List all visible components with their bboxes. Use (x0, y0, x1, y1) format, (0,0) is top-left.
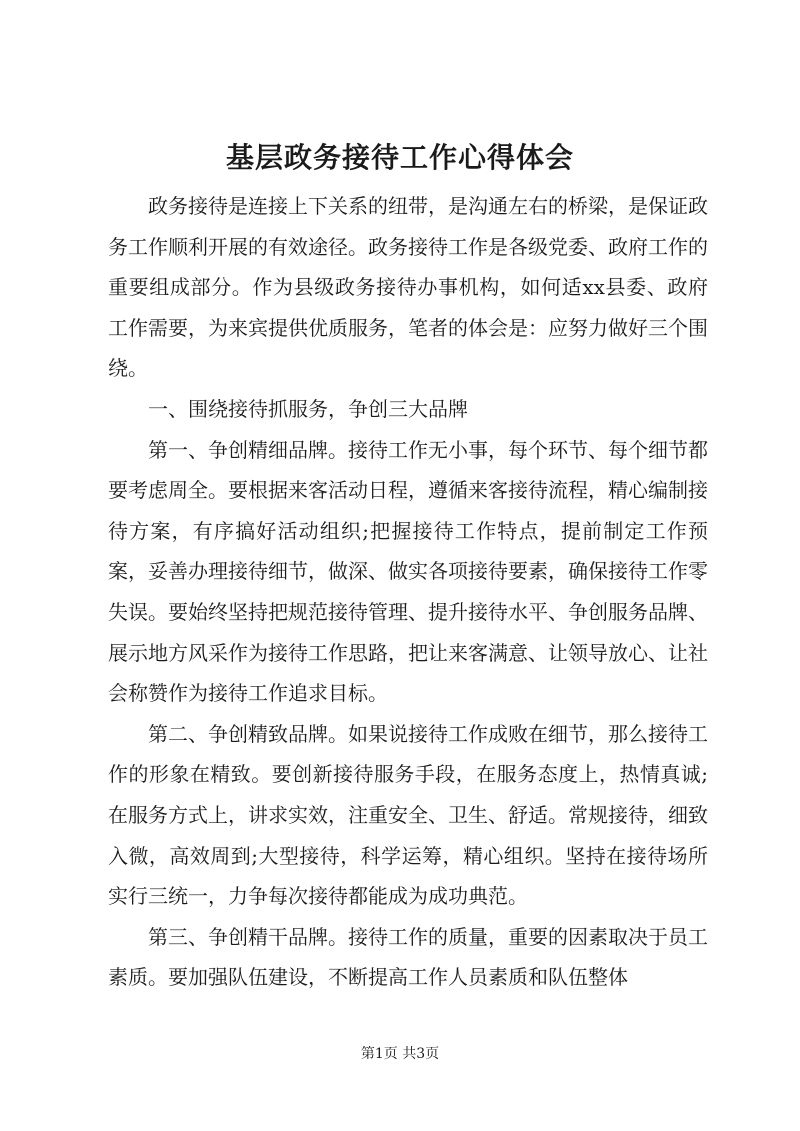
document-title: 基层政务接待工作心得体会 (225, 141, 574, 174)
document-body (108, 186, 708, 998)
section-heading: 一、围绕接待抓服务，争创三大品牌 (148, 396, 468, 421)
paragraph-second-brand: 第二、争创精致品牌。如果说接待工作成败在细节，那么接待工作的形象在精致。要创新接待服务手段，在服务态度上，热情真诚;在服务方式上，讲求实效，注重安全、卫生、舒适。常规接待，细致入微，高效周到;大型接待，科学运筹，精心组织。坚持在接待场所实行三统一，力争每次接待都能成为成功典范。 (108, 721, 708, 909)
paragraph-third-brand: 第三、争创精干品牌。接待工作的质量，重要的因素取决于员工素质。要加强队伍建设，不断提高工作人员素质和队伍整体 (108, 924, 708, 990)
paragraph-intro: 政务接待是连接上下关系的纽带，是沟通左右的桥梁，是保证政务工作顺利开展的有效途径。政务接待工作是各级党委、政府工作的重要组成部分。作为县级政务接待办事机构，如何适xx县委、政府工作需要，为来宾提供优质服务，笔者的体会是：应努力做好三个围绕。 (108, 194, 708, 381)
paragraph-first-brand: 第一、争创精细品牌。接待工作无小事，每个环节、每个细节都要考虑周全。要根据来客活动日程，遵循来客接待流程，精心编制接待方案，有序搞好活动组织;把握接待工作特点，提前制定工作预案，妥善办理接待细节，做深、做实各项接待要素，确保接待工作零失误。要始终坚持把规范接待管理、提升接待水平、争创服务品牌、展示地方风采作为接待工作思路，把让来客满意、让领导放心、让社会称赞作为接待工作追求目标。 (108, 437, 708, 706)
page-number-footer: 第1页 共3页 (360, 1046, 440, 1062)
